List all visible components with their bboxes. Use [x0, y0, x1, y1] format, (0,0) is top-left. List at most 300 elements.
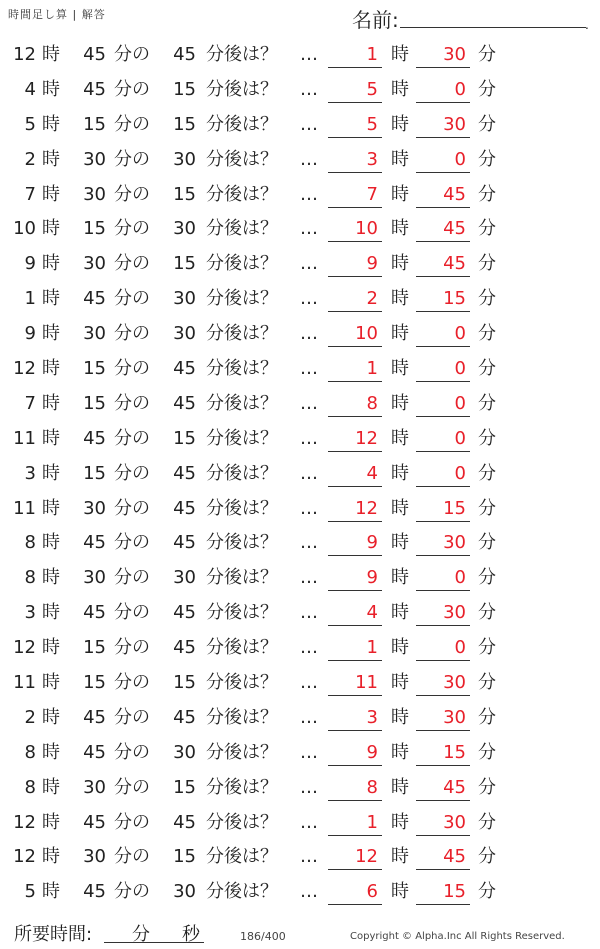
answer-hour: 9: [366, 741, 378, 763]
start-hour: 9: [24, 253, 36, 275]
problem-row: [0, 73, 600, 108]
minutes-after-label: 分後は？: [206, 462, 278, 484]
problem-list: [0, 38, 600, 910]
page-number: 186/400: [240, 930, 286, 943]
start-minute: 45: [83, 706, 106, 728]
answer-hour-box[interactable]: [328, 462, 382, 487]
answer-hour: 1: [366, 358, 378, 380]
added-minutes: 15: [173, 183, 196, 205]
problem-row: [0, 666, 600, 701]
answer-hour-box[interactable]: [328, 357, 382, 382]
start-minute: 45: [83, 44, 106, 65]
answer-hour: 9: [366, 532, 378, 554]
minutes-after-label: 分後は？: [206, 78, 278, 100]
ellipsis: …: [300, 78, 320, 100]
answer-minute-unit: 分: [478, 637, 496, 659]
start-hour: 8: [24, 567, 36, 589]
hour-label: 時: [42, 323, 60, 345]
answer-hour-unit: 時: [391, 811, 409, 833]
answer-hour: 4: [366, 602, 378, 624]
answer-minute: 0: [454, 427, 466, 449]
answer-minute-box[interactable]: [416, 217, 470, 242]
answer-hour-unit: 時: [391, 427, 409, 449]
start-minute: 30: [83, 846, 106, 868]
minutes-after-label: 分後は？: [206, 113, 278, 135]
answer-minute-box[interactable]: [416, 113, 470, 138]
answer-minute: 0: [454, 148, 466, 170]
minutes-after-label: 分後は？: [206, 148, 278, 170]
minute-of-label: 分の: [114, 846, 150, 868]
answer-hour: 5: [366, 78, 378, 100]
answer-hour: 2: [366, 288, 378, 310]
answer-hour-unit: 時: [391, 253, 409, 275]
answer-hour-box[interactable]: [328, 113, 382, 138]
ellipsis: …: [300, 672, 320, 694]
answer-minute-unit: 分: [478, 846, 496, 868]
answer-hour-box[interactable]: [328, 183, 382, 208]
answer-minute: 45: [443, 253, 466, 275]
answer-minute-unit: 分: [478, 323, 496, 345]
problem-row: [0, 526, 600, 561]
minutes-after-label: 分後は？: [206, 44, 278, 65]
answer-hour-box[interactable]: [328, 741, 382, 766]
answer-hour: 7: [366, 183, 378, 205]
answer-hour: 10: [355, 323, 378, 345]
problem-row: [0, 875, 600, 910]
hour-label: 時: [42, 567, 60, 589]
answer-minute: 30: [443, 44, 466, 65]
hour-label: 時: [42, 532, 60, 554]
answer-hour-box[interactable]: [328, 252, 382, 277]
problem-row: [0, 247, 600, 282]
answer-minute: 30: [443, 672, 466, 694]
answer-minute: 45: [443, 776, 466, 798]
hour-label: 時: [42, 602, 60, 624]
answer-minute: 15: [443, 881, 466, 903]
start-hour: 3: [24, 602, 36, 624]
answer-minute-box[interactable]: [416, 322, 470, 347]
answer-minute-box[interactable]: [416, 845, 470, 870]
minutes-after-label: 分後は？: [206, 532, 278, 554]
answer-hour-box[interactable]: [328, 78, 382, 103]
added-minutes: 45: [173, 532, 196, 554]
answer-minute-unit: 分: [478, 567, 496, 589]
start-hour: 1: [24, 288, 36, 310]
start-hour: 2: [24, 148, 36, 170]
minute-of-label: 分の: [114, 78, 150, 100]
answer-hour: 12: [355, 846, 378, 868]
answer-minute-unit: 分: [478, 253, 496, 275]
minute-of-label: 分の: [114, 497, 150, 519]
start-hour: 4: [24, 78, 36, 100]
added-minutes: 15: [173, 253, 196, 275]
minute-of-label: 分の: [114, 706, 150, 728]
added-minutes: 15: [173, 113, 196, 135]
start-minute: 45: [83, 532, 106, 554]
answer-minute-box[interactable]: [416, 811, 470, 836]
ellipsis: …: [300, 358, 320, 380]
start-minute: 15: [83, 637, 106, 659]
answer-minute-unit: 分: [478, 706, 496, 728]
minutes-after-label: 分後は？: [206, 776, 278, 798]
minutes-after-label: 分後は？: [206, 672, 278, 694]
minutes-after-label: 分後は？: [206, 881, 278, 903]
name-line[interactable]: [400, 27, 586, 28]
minute-of-label: 分の: [114, 253, 150, 275]
answer-minute-box[interactable]: [416, 78, 470, 103]
answer-hour-box[interactable]: [328, 287, 382, 312]
ellipsis: …: [300, 811, 320, 833]
minute-of-label: 分の: [114, 741, 150, 763]
start-minute: 45: [83, 78, 106, 100]
minute-of-label: 分の: [114, 358, 150, 380]
answer-minute-box[interactable]: [416, 183, 470, 208]
start-hour: 12: [13, 44, 36, 65]
problem-row: [0, 736, 600, 771]
answer-minute-box[interactable]: [416, 392, 470, 417]
start-hour: 12: [13, 811, 36, 833]
problem-row: [0, 806, 600, 841]
ellipsis: …: [300, 148, 320, 170]
answer-minute: 30: [443, 602, 466, 624]
hour-label: 時: [42, 427, 60, 449]
answer-minute-unit: 分: [478, 358, 496, 380]
answer-hour-box[interactable]: [328, 776, 382, 801]
hour-label: 時: [42, 253, 60, 275]
answer-hour-box[interactable]: [328, 706, 382, 731]
start-hour: 7: [24, 183, 36, 205]
answer-hour-box[interactable]: [328, 497, 382, 522]
minute-of-label: 分の: [114, 113, 150, 135]
ellipsis: …: [300, 532, 320, 554]
minute-of-label: 分の: [114, 288, 150, 310]
answer-hour-box[interactable]: [328, 845, 382, 870]
problem-row: [0, 701, 600, 736]
name-dot: .: [585, 18, 589, 32]
minutes-after-label: 分後は？: [206, 218, 278, 240]
answer-hour-box[interactable]: [328, 811, 382, 836]
answer-minute: 45: [443, 183, 466, 205]
minute-of-label: 分の: [114, 218, 150, 240]
minute-of-label: 分の: [114, 532, 150, 554]
hour-label: 時: [42, 776, 60, 798]
minutes-after-label: 分後は？: [206, 183, 278, 205]
answer-minute: 30: [443, 532, 466, 554]
answer-minute-unit: 分: [478, 811, 496, 833]
answer-hour-box[interactable]: [328, 636, 382, 661]
ellipsis: …: [300, 776, 320, 798]
answer-hour-box[interactable]: [328, 217, 382, 242]
start-hour: 5: [24, 113, 36, 135]
added-minutes: 45: [173, 497, 196, 519]
answer-minute-box[interactable]: [416, 671, 470, 696]
answer-hour-unit: 時: [391, 602, 409, 624]
answer-hour-unit: 時: [391, 218, 409, 240]
answer-hour: 6: [366, 881, 378, 903]
answer-minute-box[interactable]: [416, 497, 470, 522]
answer-hour-unit: 時: [391, 741, 409, 763]
answer-hour-unit: 時: [391, 532, 409, 554]
copyright: Copyright © Alpha.Inc All Rights Reserved.: [350, 931, 565, 942]
start-minute: 30: [83, 323, 106, 345]
ellipsis: …: [300, 706, 320, 728]
answer-hour-unit: 時: [391, 462, 409, 484]
minute-of-label: 分の: [114, 776, 150, 798]
minute-of-label: 分の: [114, 672, 150, 694]
answer-hour: 9: [366, 567, 378, 589]
hour-label: 時: [42, 881, 60, 903]
answer-minute: 15: [443, 288, 466, 310]
hour-label: 時: [42, 497, 60, 519]
answer-hour: 5: [366, 113, 378, 135]
added-minutes: 30: [173, 567, 196, 589]
answer-minute: 0: [454, 78, 466, 100]
answer-minute: 15: [443, 741, 466, 763]
problem-row: [0, 178, 600, 213]
answer-minute-unit: 分: [478, 427, 496, 449]
start-minute: 45: [83, 288, 106, 310]
answer-minute: 0: [454, 567, 466, 589]
hour-label: 時: [42, 218, 60, 240]
minute-of-label: 分の: [114, 567, 150, 589]
answer-minute-box[interactable]: [416, 462, 470, 487]
minute-label: 分: [132, 924, 150, 945]
problem-row: [0, 282, 600, 317]
start-hour: 10: [13, 218, 36, 240]
added-minutes: 15: [173, 672, 196, 694]
added-minutes: 45: [173, 462, 196, 484]
start-minute: 45: [83, 811, 106, 833]
start-minute: 30: [83, 148, 106, 170]
answer-minute-box[interactable]: [416, 636, 470, 661]
minutes-after-label: 分後は？: [206, 323, 278, 345]
ellipsis: …: [300, 462, 320, 484]
answer-minute-box[interactable]: [416, 706, 470, 731]
answer-hour-box[interactable]: [328, 148, 382, 173]
answer-hour-box[interactable]: [328, 566, 382, 591]
ellipsis: …: [300, 637, 320, 659]
answer-minute-unit: 分: [478, 532, 496, 554]
hour-label: 時: [42, 846, 60, 868]
hour-label: 時: [42, 44, 60, 65]
answer-hour-box[interactable]: [328, 531, 382, 556]
answer-minute: 45: [443, 846, 466, 868]
added-minutes: 45: [173, 44, 196, 65]
problem-row: [0, 422, 600, 457]
start-hour: 2: [24, 706, 36, 728]
start-hour: 7: [24, 392, 36, 414]
ellipsis: …: [300, 427, 320, 449]
answer-hour: 3: [366, 706, 378, 728]
answer-minute-unit: 分: [478, 392, 496, 414]
answer-hour-unit: 時: [391, 881, 409, 903]
minute-of-label: 分の: [114, 44, 150, 65]
answer-hour: 3: [366, 148, 378, 170]
answer-minute-unit: 分: [478, 218, 496, 240]
added-minutes: 30: [173, 218, 196, 240]
ellipsis: …: [300, 567, 320, 589]
hour-label: 時: [42, 811, 60, 833]
ellipsis: …: [300, 323, 320, 345]
answer-minute: 0: [454, 358, 466, 380]
added-minutes: 15: [173, 427, 196, 449]
minutes-after-label: 分後は？: [206, 497, 278, 519]
start-minute: 45: [83, 602, 106, 624]
start-minute: 45: [83, 741, 106, 763]
start-minute: 15: [83, 462, 106, 484]
hour-label: 時: [42, 672, 60, 694]
worksheet-title: 時間足し算 | 解答: [8, 8, 106, 21]
answer-hour: 11: [355, 672, 378, 694]
answer-minute-box[interactable]: [416, 357, 470, 382]
answer-minute-unit: 分: [478, 288, 496, 310]
answer-hour-box[interactable]: [328, 601, 382, 626]
answer-hour-box[interactable]: [328, 392, 382, 417]
added-minutes: 45: [173, 602, 196, 624]
answer-hour-unit: 時: [391, 637, 409, 659]
start-hour: 12: [13, 846, 36, 868]
problem-row: [0, 387, 600, 422]
added-minutes: 45: [173, 706, 196, 728]
answer-minute-unit: 分: [478, 44, 496, 65]
answer-minute-unit: 分: [478, 183, 496, 205]
answer-hour-unit: 時: [391, 78, 409, 100]
start-hour: 11: [13, 672, 36, 694]
answer-hour-unit: 時: [391, 148, 409, 170]
problem-row: [0, 212, 600, 247]
hour-label: 時: [42, 358, 60, 380]
answer-hour: 1: [366, 637, 378, 659]
answer-minute-unit: 分: [478, 113, 496, 135]
problem-row: [0, 108, 600, 143]
start-minute: 30: [83, 567, 106, 589]
minute-of-label: 分の: [114, 427, 150, 449]
answer-hour-box[interactable]: [328, 322, 382, 347]
added-minutes: 30: [173, 148, 196, 170]
answer-hour-unit: 時: [391, 323, 409, 345]
start-minute: 30: [83, 183, 106, 205]
start-hour: 11: [13, 497, 36, 519]
ellipsis: …: [300, 741, 320, 763]
minute-of-label: 分の: [114, 811, 150, 833]
answer-minute-box[interactable]: [416, 148, 470, 173]
answer-minute-box[interactable]: [416, 566, 470, 591]
minutes-after-label: 分後は？: [206, 392, 278, 414]
answer-hour-box[interactable]: [328, 671, 382, 696]
answer-hour-unit: 時: [391, 776, 409, 798]
ellipsis: …: [300, 183, 320, 205]
answer-hour-unit: 時: [391, 672, 409, 694]
added-minutes: 30: [173, 288, 196, 310]
ellipsis: …: [300, 44, 320, 65]
added-minutes: 15: [173, 78, 196, 100]
start-minute: 15: [83, 113, 106, 135]
minute-of-label: 分の: [114, 323, 150, 345]
minute-of-label: 分の: [114, 183, 150, 205]
start-minute: 15: [83, 358, 106, 380]
answer-hour-box[interactable]: [328, 880, 382, 905]
hour-label: 時: [42, 113, 60, 135]
problem-row: [0, 457, 600, 492]
start-minute: 30: [83, 497, 106, 519]
answer-hour: 8: [366, 776, 378, 798]
ellipsis: …: [300, 497, 320, 519]
answer-minute-box[interactable]: [416, 252, 470, 277]
name-label: 名前:: [352, 8, 399, 32]
ellipsis: …: [300, 288, 320, 310]
start-hour: 8: [24, 741, 36, 763]
minutes-after-label: 分後は？: [206, 567, 278, 589]
answer-hour: 1: [366, 811, 378, 833]
start-hour: 5: [24, 881, 36, 903]
answer-minute-box[interactable]: [416, 287, 470, 312]
added-minutes: 45: [173, 392, 196, 414]
answer-minute-unit: 分: [478, 741, 496, 763]
answer-minute: 0: [454, 462, 466, 484]
answer-minute-unit: 分: [478, 462, 496, 484]
start-hour: 9: [24, 323, 36, 345]
hour-label: 時: [42, 183, 60, 205]
answer-hour-unit: 時: [391, 497, 409, 519]
minutes-after-label: 分後は？: [206, 846, 278, 868]
minutes-after-label: 分後は？: [206, 358, 278, 380]
added-minutes: 30: [173, 881, 196, 903]
minutes-after-label: 分後は？: [206, 811, 278, 833]
answer-minute-box[interactable]: [416, 531, 470, 556]
answer-minute-box[interactable]: [416, 43, 470, 68]
ellipsis: …: [300, 846, 320, 868]
added-minutes: 45: [173, 637, 196, 659]
answer-minute-unit: 分: [478, 497, 496, 519]
answer-hour-unit: 時: [391, 846, 409, 868]
minutes-after-label: 分後は？: [206, 741, 278, 763]
problem-row: [0, 317, 600, 352]
answer-minute: 30: [443, 811, 466, 833]
answer-hour-box[interactable]: [328, 43, 382, 68]
minutes-after-label: 分後は？: [206, 427, 278, 449]
answer-minute-box[interactable]: [416, 601, 470, 626]
answer-hour-unit: 時: [391, 358, 409, 380]
answer-hour: 12: [355, 497, 378, 519]
start-hour: 11: [13, 427, 36, 449]
minutes-after-label: 分後は？: [206, 288, 278, 310]
answer-minute-box[interactable]: [416, 427, 470, 452]
minute-of-label: 分の: [114, 392, 150, 414]
start-minute: 30: [83, 776, 106, 798]
ellipsis: …: [300, 392, 320, 414]
minute-of-label: 分の: [114, 637, 150, 659]
answer-minute-unit: 分: [478, 148, 496, 170]
start-hour: 3: [24, 462, 36, 484]
answer-minute: 0: [454, 392, 466, 414]
answer-hour-unit: 時: [391, 113, 409, 135]
minutes-after-label: 分後は？: [206, 253, 278, 275]
answer-minute-unit: 分: [478, 672, 496, 694]
answer-minute: 0: [454, 637, 466, 659]
answer-minute-box[interactable]: [416, 880, 470, 905]
answer-minute-box[interactable]: [416, 741, 470, 766]
answer-minute: 30: [443, 113, 466, 135]
answer-minute-box[interactable]: [416, 776, 470, 801]
answer-hour-box[interactable]: [328, 427, 382, 452]
problem-row: [0, 631, 600, 666]
problem-row: [0, 143, 600, 178]
answer-hour: 9: [366, 253, 378, 275]
ellipsis: …: [300, 602, 320, 624]
answer-minute: 0: [454, 323, 466, 345]
ellipsis: …: [300, 881, 320, 903]
start-hour: 8: [24, 532, 36, 554]
